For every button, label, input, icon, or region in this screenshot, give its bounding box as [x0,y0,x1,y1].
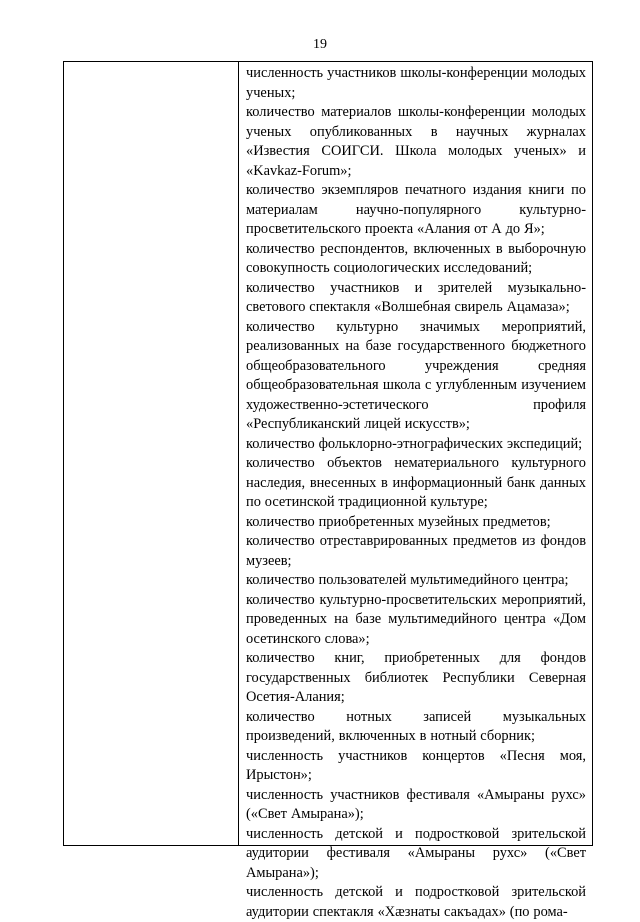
indicators-table [63,61,593,920]
indicator-item: количество нотных записей музыкальных произведений, включенных в нотный сборник; [246,708,586,744]
indicator-item: численность детской и подростковой зрительской аудитории фестиваля «Амыраны рухс» («Свет Амырана»); [246,825,586,881]
indicator-item: численность участников школы-конференции молодых ученых; [246,65,586,101]
table-right-cell [239,62,592,920]
indicator-item: количество материалов школы-конференции молодых ученых опубликованных в научных журналах «Известия СОИГСИ. Школа молодых ученых» и «Kavkaz-Forum»; [246,104,586,179]
indicator-item: количество респондентов, включенных в выборочную совокупность социологических исследований; [246,240,586,276]
table-left-cell [64,62,239,845]
indicator-item: количество фольклорно-этнографических экспедиций; [246,435,583,452]
indicator-item: численность участников фестиваля «Амыраны рухс» («Свет Амырана»); [246,786,586,822]
indicator-item: количество книг, приобретенных для фондов государственных библиотек Республики Северная Осетия-Алания; [246,650,586,705]
indicator-item: численность участников концертов «Песня моя, Ирыстон»; [246,747,586,783]
indicator-item: количество пользователей мультимедийного центра; [246,572,569,588]
indicator-item: количество отреставрированных предметов из фондов музеев; [246,533,586,569]
indicator-item: количество культурно-просветительских мероприятий, проведенных на базе мультимедийного центра «Дом осетинского слова»; [246,591,586,647]
indicator-item: количество участников и зрителей музыкально-светового спектакля «Волшебная свирель Ацамаза»; [246,279,586,315]
indicator-item: количество культурно значимых мероприятий, реализованных на базе государственного бюджетного общеобразовательного учреждения средняя общеобразовательная школа с углубленным изучением художественно-эстетического профиля «Республиканский лицей искусств»; [246,318,586,432]
indicator-item: количество объектов нематериального культурного наследия, внесенных в информационный банк данных по осетинской традиционной культуре; [246,455,586,510]
indicator-item: количество приобретенных музейных предметов; [246,513,551,530]
indicator-item: количество экземпляров печатного издания книги по материалам научно-популярного культурно-просветительского проекта «Алания от А до Я»; [246,182,586,237]
page-number: 19 [313,37,327,52]
indicator-item: численность детской и подростковой зрительской аудитории спектакля «Хæзнаты сакъадах» (по рома- [246,884,586,920]
